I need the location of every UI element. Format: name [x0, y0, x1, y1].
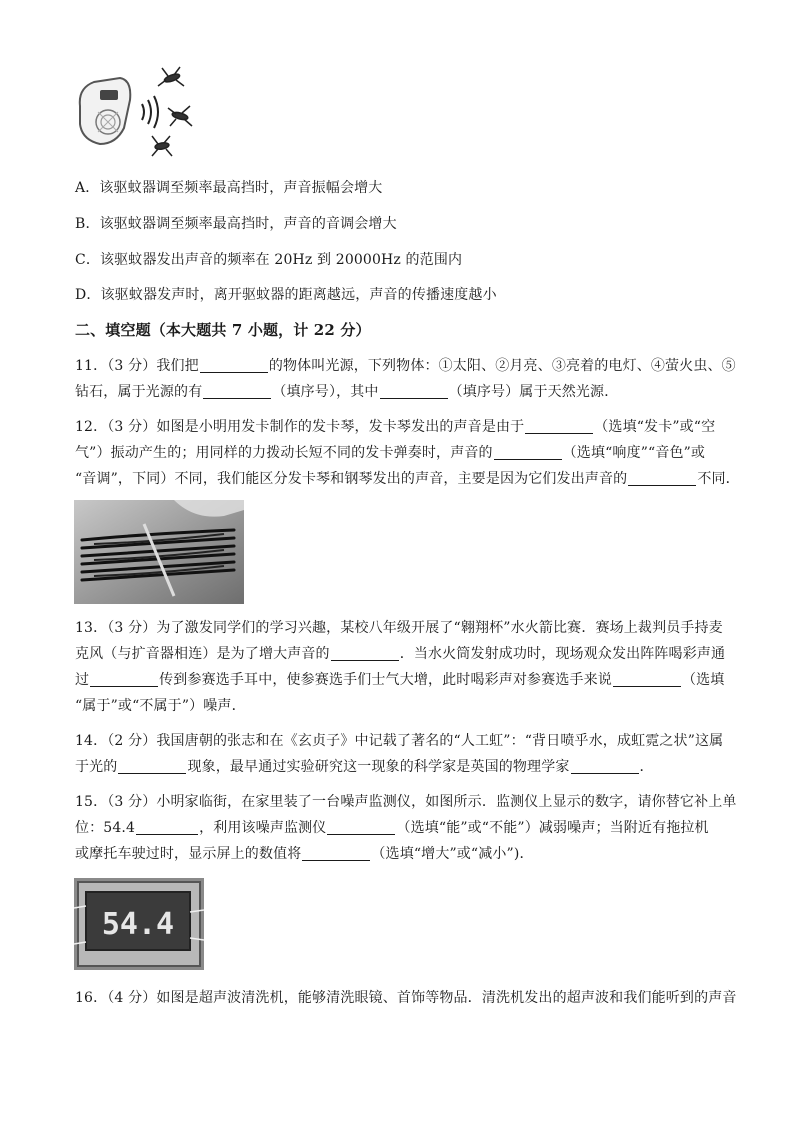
question-11: [75, 356, 736, 376]
q11-text: 的物体叫光源，下列物体：①太阳、②月亮、③亮着的电灯、④萤火虫、⑤: [268, 358, 736, 374]
question-14: 14．（2 分）我国唐朝的张志和在《玄贞子》中记载了著名的“人工虹”：“背日喷乎水，成虹霓之状”这属: [75, 733, 724, 749]
noise-monitor-photo: [74, 878, 204, 970]
q13-text: 过: [75, 672, 90, 688]
answer-blank[interactable]: [380, 383, 448, 399]
question-15: 15．（3 分）小明家临街，在家里装了一台噪声监测仪，如图所示．监测仪上显示的数字，请你替它补上单: [75, 794, 737, 810]
answer-blank[interactable]: [118, 758, 186, 774]
mosquito-icon: [158, 67, 184, 86]
q12-text: （选填“发卡”或“空: [594, 419, 716, 435]
q11-text: （填序号），其中: [272, 384, 379, 400]
answer-blank[interactable]: [613, 671, 681, 687]
q15-text: （选填“能”或“不能”）减弱噪声；当附近有拖拉机: [396, 820, 709, 836]
q13-text: 传到参赛选手耳中，使参赛选手们士气大增，此时喝彩声对参赛选手来说: [159, 672, 612, 688]
option-a: A．该驱蚊器调至频率最高挡时，声音振幅会增大: [75, 180, 383, 196]
question-12-cont: [75, 469, 740, 489]
mosquito-icon: [168, 106, 192, 126]
q12-text: 气”）振动产生的；用同样的力拨动长短不同的发卡弹奏时，声音的: [75, 445, 493, 461]
option-b: B．该驱蚊器调至频率最高挡时，声音的音调会增大: [75, 216, 397, 232]
question-14-cont: [75, 757, 654, 777]
section-heading: 二、填空题（本大题共 7 小题，计 22 分）: [75, 321, 371, 339]
repeller-device: [80, 78, 131, 144]
answer-blank[interactable]: [628, 470, 696, 486]
q15-text: 位：54.4: [75, 820, 136, 836]
question-15-cont: [75, 818, 709, 838]
q15-text: ，利用该噪声监测仪: [199, 820, 327, 836]
q14-text: 现象，最早通过实验研究这一现象的科学家是英国的物理学家: [187, 759, 570, 775]
answer-blank[interactable]: [203, 383, 271, 399]
q14-text: 于光的: [75, 759, 118, 775]
option-d: D．该驱蚊器发声时，离开驱蚊器的距离越远，声音的传播速度越小: [75, 287, 497, 303]
q13-text: 克风（与扩音器相连）是为了增大声音的: [75, 646, 330, 662]
q13-text: （选填: [681, 672, 725, 688]
option-c: C．该驱蚊器发出声音的频率在 20Hz 到 20000Hz 的范围内: [75, 252, 463, 268]
q12-text: 不同．: [697, 471, 740, 487]
q12-text: 12．（3 分）如图是小明用发卡制作的发卡琴，发卡琴发出的声音是由于: [75, 419, 525, 435]
sound-wave-icon: [142, 96, 158, 128]
q15-text: 或摩托车驶过时，显示屏上的数值将: [75, 846, 302, 862]
hairpin-harp-photo: [74, 500, 244, 604]
answer-blank[interactable]: [136, 819, 198, 835]
answer-blank[interactable]: [525, 418, 593, 434]
q11-text: 11．（3 分）我们把: [75, 358, 199, 374]
question-13-cont: [75, 644, 725, 664]
answer-blank[interactable]: [571, 758, 639, 774]
mosquito-icon: [152, 136, 172, 156]
answer-blank[interactable]: [90, 671, 158, 687]
q13-text: ．当水火筒发射成功时，现场观众发出阵阵喝彩声通: [399, 646, 726, 662]
question-12: [75, 417, 715, 437]
q11-text: 钻石，属于光源的有: [75, 384, 203, 400]
q14-text: ．: [639, 759, 654, 775]
answer-blank[interactable]: [331, 645, 399, 661]
question-16: 16．（4 分）如图是超声波清洗机，能够清洗眼镜、首饰等物品．清洗机发出的超声波和我们能听到的声音: [75, 990, 737, 1006]
q15-text: （选填“增大”或“减小”)．: [371, 846, 534, 862]
question-11-cont: [75, 382, 618, 402]
answer-blank[interactable]: [302, 845, 370, 861]
mosquito-repeller-figure: [72, 66, 198, 162]
question-12-cont: [75, 443, 705, 463]
q11-text: （填序号）属于天然光源．: [448, 384, 619, 400]
answer-blank[interactable]: [327, 819, 395, 835]
monitor-display-reading: 54.4: [101, 907, 175, 942]
answer-blank[interactable]: [494, 444, 562, 460]
question-13: 13．（3 分）为了激发同学们的学习兴趣，某校八年级开展了“翱翔杯”水火箭比赛．赛场上裁判员手持麦: [75, 620, 723, 636]
question-15-cont: [75, 844, 534, 864]
question-13-cont: “属于”或“不属于”）噪声．: [75, 698, 246, 714]
answer-blank[interactable]: [200, 357, 268, 373]
q12-text: “音调”，下同）不同，我们能区分发卡琴和钢琴发出的声音，主要是因为它们发出声音的: [75, 471, 628, 487]
q12-text: （选填“响度”“音色”或: [562, 445, 706, 461]
question-13-cont: [75, 670, 724, 690]
